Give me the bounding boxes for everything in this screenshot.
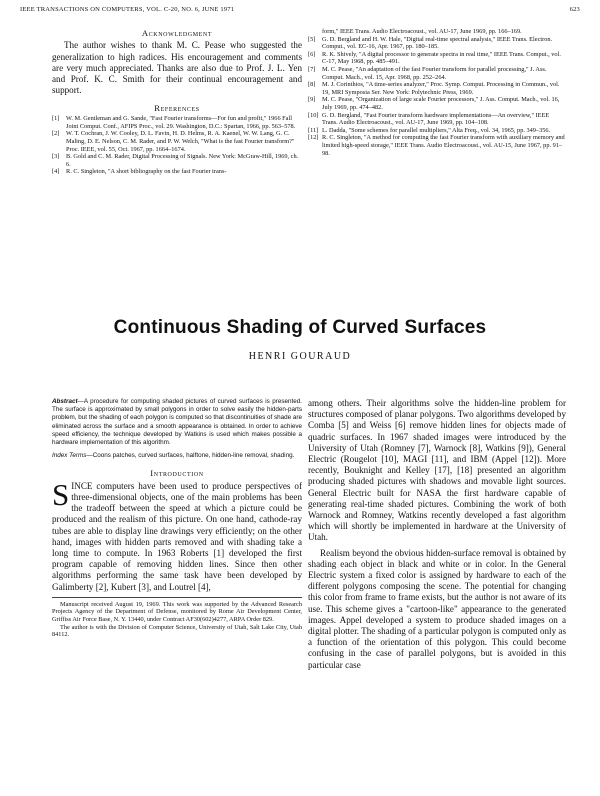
- running-header: [20, 6, 580, 13]
- abstract-text: —A procedure for computing shaded pictures of curved surfaces is presented. The surface is approximated by small polygons in order to solve easily the hidden-parts problem, but the shading of each polygon is computed so that discontinuities of shade are eliminated across the surface and a smooth appearance is obtained. In order to achieve speed efficiency, the technique developed by Watkins is used which makes possible a hardware implementation of this algorithm.: [52, 398, 302, 447]
- reference-5: [5] G. D. Bergland and H. W. Hale, "Digital real-time spectral analysis," IEEE Trans. Electron. Comput., vol. EC-16, Apr. 1967, pp. 180–185.: [308, 35, 553, 51]
- bottom-left-column: [52, 398, 302, 639]
- index-terms-label: Index Terms: [52, 452, 87, 460]
- article-author: HENRI GOURAUD: [248, 351, 352, 362]
- reference-3: [3] B. Gold and C. M. Rader, Digital Processing of Signals. New York: McGraw-Hill, 1969, ch. 6.: [52, 153, 299, 168]
- bottom-right-column: [308, 398, 566, 671]
- reference-8: [8] M. J. Corinthios, "A time-series analyzer," Proc. Symp. Comput. Processing in Commun., vol. 19, MRI Symposia Ser. New York: Polytechnic Press, 1969.: [308, 81, 560, 96]
- abstract-label: Abstract: [52, 398, 78, 405]
- footnote-affiliation: The author is with the Division of Computer Science, University of Utah, Salt Lake City, Utah 84112.: [52, 623, 302, 639]
- article-title: Continuous Shading of Curved Surfaces: [113, 317, 487, 338]
- references-heading: References: [154, 102, 200, 113]
- footnotes: [52, 597, 302, 639]
- top-left-column: [52, 28, 302, 176]
- drop-cap: S: [52, 476, 70, 512]
- footnote-manuscript: Manuscript received August 19, 1969. This work was supported by the Advanced Research Projects Agency of the Department of Defense, monitored by Rome Air Development Center, Griffiss Air Force Base, N. Y. 13440, under Contract AF30(602)4277, ARPA Order 829.: [52, 600, 302, 624]
- reference-list-left: [52, 115, 302, 176]
- reference-7: [7] M. C. Pease, "An adaptation of the fast Fourier transform for parallel processing," J. Ass. Comput. Mach., vol. 15, Apr. 1968, pp. 252–264.: [308, 65, 547, 81]
- index-terms: [52, 452, 302, 460]
- reference-9: [9] M. C. Pease, "Organization of large scale Fourier processors," J. Ass. Comput. Mach., vol. 16, July 1969, pp. 474–482.: [308, 96, 560, 111]
- reference-10: [10] G. D. Bergland, "Fast Fourier transform hardware implementations—An overview," IEEE Trans. Audio Electroacoust., vol. AU-17, June 1969, pp. 104–108.: [308, 111, 550, 127]
- introduction-heading: Introduction: [150, 468, 204, 479]
- body-paragraph-2: Realism beyond the obvious hidden-surface removal is obtained by shading each object in black and white or in color. In the General Electric system a fixed color is assigned by hardware to each of the different polygons composing the scene. The potential for changing this color from frame to frame exists, but the author is not aware of its use. This scheme gives a "cartoon-like" appearance to the generated images. Appel developed a system to produce shaded images on a digital plotter. The shading of a particular polygon is computed only as a function of the orientation of this polygon. This could become confusing in the case of parallel polygons, but is avoided in this particular case: [308, 547, 566, 670]
- reference-2: [2] W. T. Cochran, J. W. Cooley, D. L. Favin, H. D. Helms, R. A. Kaenel, W. W. Lang, G. C. Maling, D. E. Nelson, C. M. Rader, and P. W. Welch, "What is the fast Fourier transform?" Proc. IEEE, vol. 55, Oct. 1967, pp. 1664–1674.: [52, 130, 295, 153]
- reference-list-right: [308, 28, 566, 157]
- journal-line: IEEE TRANSACTIONS ON COMPUTERS, VOL. C-20, NO. 6, JUNE 1971: [20, 6, 235, 13]
- acknowledgment-heading: Acknowledgment: [141, 28, 213, 38]
- top-right-column: [308, 28, 566, 157]
- acknowledgment-text: The author wishes to thank M. C. Pease who suggested the generalization to high radices. His encouragement and comments are very much appreciated. Thanks are also due to Prof. J. L. Yen and Prof. K. C. Smith for their continual encouragement and support.: [52, 40, 302, 95]
- reference-6: [6] R. K. Shively, "A digital processor to generate spectra in real time," IEEE Trans. Comput., vol. C-17, May 1968, pp. 485–491.: [308, 50, 561, 66]
- reference-4-cont: form," IEEE Trans. Audio Electroacoust., vol. AU-17, June 1969, pp. 166–169.: [322, 28, 522, 35]
- page-number: 623: [569, 6, 580, 13]
- index-terms-text: —Coons patches, curved surfaces, halftone, hidden-line removal, shading.: [86, 452, 295, 460]
- body-paragraph-1: among others. Their algorithms solve the hidden-line problem for structures composed of planar polygons. Two algorithms developed by Comba [5] and Weiss [6] remove hidden lines for objects made of quadric surfaces. In 1967 shaded images were introduced by the University of Utah (Romney [7], Warnock [8], Watkins [9]), General Electric (Rougelot [10], MAGI [11], and IBM (Appel [12]). More recently, Bouknight and Kelley [17], [18] presented an algorithm producing shaded pictures with shadows and movable light sources. General Electric built for NASA the first hardware capable of generating real-time shaded pictures. Combining the work of both Warnock and Romney, Watkins recently developed a fast algorithm which will shortly be implemented in hardware at the University of Utah.: [308, 398, 566, 543]
- reference-4: [4] R. C. Singleton, "A short bibliography on the fast Fourier trans-: [52, 168, 227, 176]
- abstract: [52, 398, 302, 447]
- introduction-paragraph: SINCE computers have been used to produce perspectives of three-dimensional objects, one of the main problems has been the tradeoff between the speed at which a picture could be produced and the realism of this picture. On one hand, cathode-ray tubes are able to display line drawings very efficiently; on the other hand, images with hidden parts removed and with shading take a long time to compute. In 1963 Roberts [1] developed the first program capable of removing hidden lines. Since then other algorithms performing the same task have been developed by Galimberty [2], Kubert [3], and Loutrel [4],: [52, 476, 302, 592]
- reference-11: [11] L. Dadda, "Some schemes for parallel multipliers," Alta Freq., vol. 34, 1965, pp. 349–356.: [308, 126, 551, 134]
- reference-1: [1] W. M. Gentleman and G. Sande, "Fast Fourier transforms—For fun and profit," 1966 Fall Joint Comput. Conf., AFIPS Proc., vol. 29. Washington, D.C.: Spartan, 1966, pp. 563–578.: [52, 115, 296, 130]
- reference-12: [12] R. C. Singleton, "A method for computing the fast Fourier transform with auxiliary memory and limited high-speed storage," IEEE Trans. Audio Electroacoust., vol. AU-15, June 1967, pp. 91–98.: [308, 134, 565, 157]
